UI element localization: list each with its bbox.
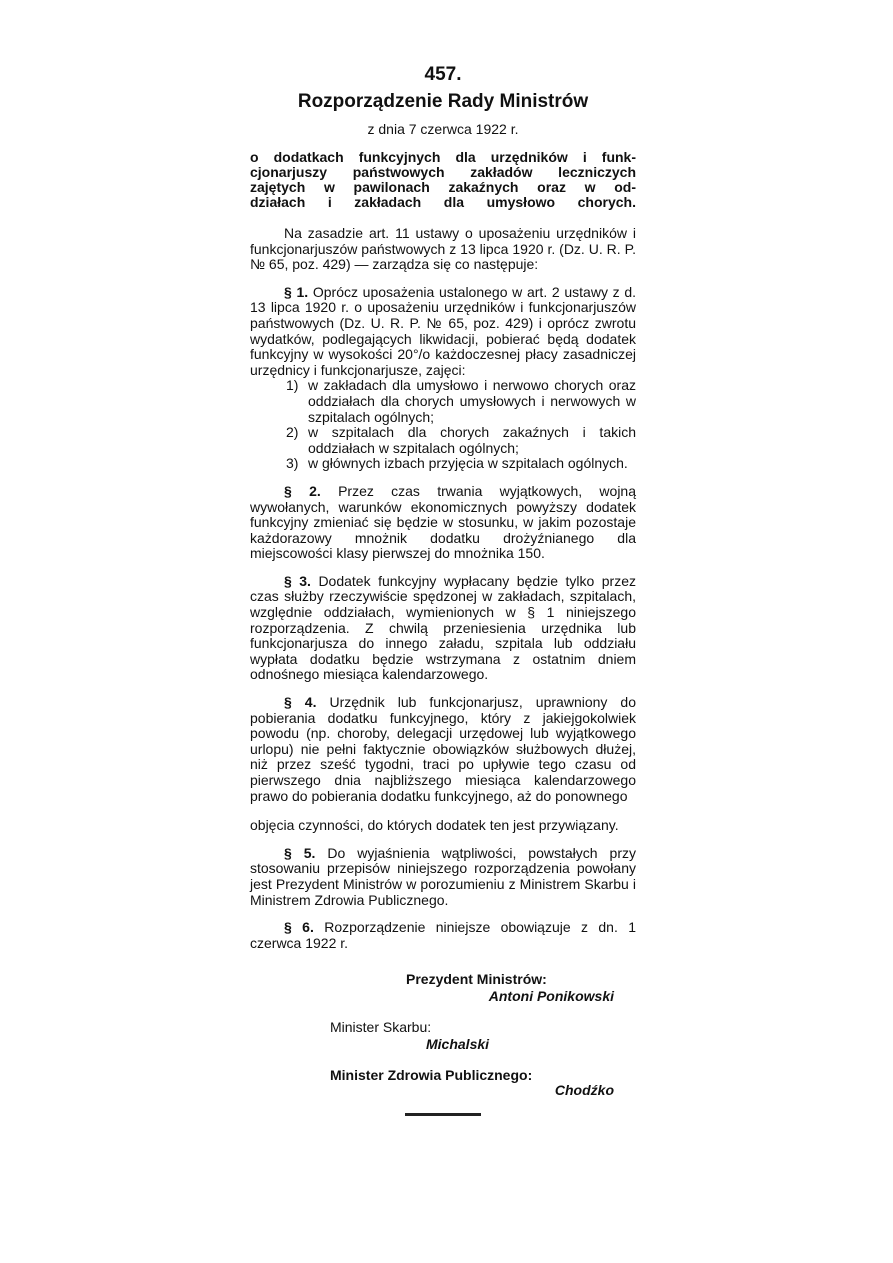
list-item-text: w szpitalach dla chorych zakaźnych i takich oddziałach w szpitalach ogólnych; [308,424,636,456]
signature-name: Chodźko [554,1082,614,1099]
section-text: Do wyjaśnienia wątpliwości, powstałych przy stosowaniu przepisów niniejszego rozporządzenia powołany jest Prezydent Ministrów w porozumieniu z Ministrem Skarbu i Ministrem Zdrowia Publicznego. [250,844,636,908]
list-item-number: 2) [286,424,299,441]
section-2 [250,484,636,562]
section-label: § 5. [284,844,316,861]
subject-line: zajętych w pawilonach zakaźnych oraz w od- [250,179,636,195]
section-1-list [250,378,636,472]
section-label: § 1. [284,283,309,300]
list-item-number: 3) [286,455,299,472]
section-label: § 2. [284,482,321,499]
signature-title [250,1067,636,1084]
subject-line: cjonarjuszy państwowych zakładów leczniczych [250,164,636,180]
list-item [286,378,636,425]
list-item-number: 1) [286,377,299,394]
signature-title-text: Minister Zdrowia Publicznego: [330,1067,533,1084]
section-6 [250,920,636,951]
section-4-continuation: objęcia czynności, do których dodatek ten jest przywiązany. [250,817,619,834]
section-label: § 3. [284,572,311,589]
document-column [250,64,636,1116]
section-label: § 4. [284,694,317,711]
section-3 [250,574,636,683]
signatures [250,971,636,1099]
list-item [286,425,636,456]
section-text: Dodatek funkcyjny wypłacany będzie tylko przez czas służby rzeczywiście spędzonej w zakładach, szpitalach, względnie oddziałach, wymienionych w § 1 niniejszego rozporządzenia. Z chwilą przeniesienia urzędnika lub funkcjonarjusza do innego załadu, szpitala lub oddziału wypłata dodatku będzie wstrzymana z ostatnim dniem odnośnego miesiąca kalendarzowego. [250,572,636,683]
list-item-text: w głównych izbach przyjęcia w szpitalach ogólnych. [308,455,628,472]
document-subject [250,150,636,210]
closing-rule [405,1113,481,1116]
signature-title: Minister Skarbu: [330,1019,432,1036]
section-text: Urzędnik lub funkcjonarjusz, uprawniony do pobierania dodatku funkcyjnego, który z jakiejgokolwiek powodu (np. choroby, delegacji urzędowej lub wyjątkowego urlopu) nie pełni faktycznie obowiązków służbowych dłużej, niż przez sześć tygodni, traci po upływie tego czasu od pierwszego dnia najbliższego miesiąca kalendarzowego prawo do pobierania dodatku funkcyjnego, aż do ponownego [250,694,636,804]
section-text: Przez czas trwania wyjątkowych, wojną wywołanych, warunków ekonomicznych powyższy dodatek funkcyjny zmieniać się będzie w stosunku, w jakim pozostaje każdorazowy mnożnik dodatku drożyźnianego dla miejscowości klasy pierwszej do mnożnika 150. [250,482,636,562]
subject-line: o dodatkach funkcyjnych dla urzędników i funk- [250,149,636,165]
section-text: Rozporządzenie niniejsze obowiązuje z dn. 1 czerwca 1922 r. [250,919,636,951]
signature-name: Antoni Ponikowski [488,988,614,1005]
list-item-text: w zakładach dla umysłowo i nerwowo chorych oraz oddziałach dla chorych umysłowych i nerwowych w szpitalach ogólnych; [308,377,636,425]
section-1 [250,285,636,379]
section-4 [250,695,636,804]
subject-line: działach i zakładach dla umysłowo chorych. [250,194,636,210]
section-5 [250,846,636,908]
document-date: z dnia 7 czerwca 1922 r. [367,121,519,137]
document-number: 457. [424,64,462,85]
section-text: Oprócz uposażenia ustalonego w art. 2 ustawy z d. 13 lipca 1920 r. o uposażeniu urzędników i funkcjonarjuszów państwowych (Dz. U. R. P. № 65, poz. 429) i oprócz zwrotu wydatków, podlegających likwidacji, pobierać będą dodatek funkcyjny w wysokości 20°/o każdoczesnej płacy zasadniczej urzędnicy i funkcjonarjusze, zajęci: [250,283,637,378]
intro-paragraph: Na zasadzie art. 11 ustawy o uposażeniu urzędników i funkcjonarjuszów państwowych z 13 lipca 1920 r. (Dz. U. R. P. № 65, poz. 429) — zarządza się co następuje: [250,225,636,273]
document-title: Rozporządzenie Rady Ministrów [297,91,589,112]
list-item [286,456,636,472]
signature-name: Michalski [426,1036,490,1053]
signature-title: Prezydent Ministrów: [406,971,547,988]
section-label: § 6. [284,919,314,936]
